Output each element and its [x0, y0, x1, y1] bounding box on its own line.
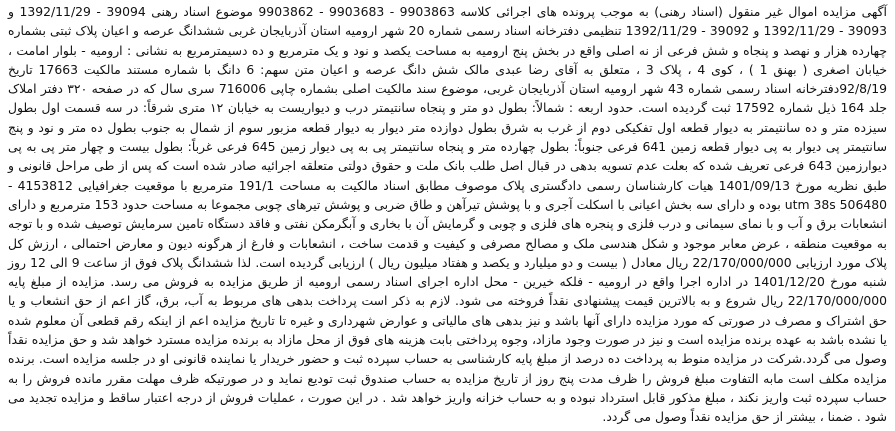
notice-body-text: آگهی مزایده اموال غیر منقول (اسناد رهنی) به موجب پرونده های اجرائی کلاسه 9903863 - 9903683 - 9903862 موضوع اسناد رهنی 39094 - 1392/11/29 و 39093 - 1392/11/29 و 39092 - 1392/11/29 تنظیمی دفترخانه اسناد رسمی شماره 20 شهر ارومیه استان آذربایجان غربی ششدانگ عرصه و اعیان پلاک ثبتی بشماره چهارده هزار و نهصد و پنجاه و شش فرعی از نه اصلی واقع در بخش پنج ارومیه به مساحت یکصد و نود و یک مترمربع و ده دسیمترمربع به نشانی : ارومیه - بلوار امامت ، خیابان اصغری ( بهنق 1 ) ، کوی 4 ، پلاک 3 ، متعلق به آقای رضا عبدی مالک شش دانگ عرصه و اعیان متن سهم: 6 دانگ با شماره مستند مالکیت 17663 تاریخ 92/8/19دفترخانه اسناد رسمی شماره 43 شهر ارومیه استان آذربایجان غربی، موضوع سند مالکیت اصلی بشماره چاپی 716006 سری سال که در صفحه ۳۲۰ دفتر املاک جلد 164 ذیل شماره 17592 ثبت گردیده است. حدود اربعه : شمالاً: بطول دو متر و پنجاه سانتیمتر درب و دیواریست به خیابان ۱۲ متری شرقاً: در سه قسمت اول بطول سیزده متر و ده سانتیمتر به دیوار قطعه اول تفکیکی دوم از غرب به شرق بطول دوازده متر دیوار به دیوار قطعه مزبور سوم از شمال به جنوب بطول ده متر و نود و پنج سانتیمتر پی دیوار به پی دیوار قطعه زمین 641 فرعی جنوباً: بطول چهارده متر و پنجاه سانتیمتر پی به پی دیوار زمین 645 فرعی غرباً: بطول بیست و چهار متر پی به پی دیوارزمین 643 فرعی تعریف شده که بعلت عدم تسویه بدهی در قبال اصل طلب بانک ملت و حقوق دولتی متعلقه اجرائیه صادر شده است که پس از طی مراحل قانونی و طبق نظریه مورخ 1401/09/13 هیات کارشناسان رسمی دادگستری پلاک موصوف مطابق اسناد مالکیت به مساحت 191/1 مترمربع با موقعیت جغرافیایی 4153812 - 506480 utm 38s بوده و دارای سه بخش اعیانی با اسکلت آجری و با پوشش تیرآهن و طاق ضربی و پوشش تیرهای چوبی مجموعا به مساحت حدود 153 مترمربع و دارای انشعابات برق و آب و با نمای سیمانی و درب فلزی و پنجره های فلزی و چوبی و گرمایش آن با بخاری و آبگرمکن نفتی و فاقد دستگاه تامین سرمایش توصیف شده و با توجه به موقعیت منطقه ، عرض معابر موجود و شکل هندسی ملک و مصالح مصرفی و کیفیت و قدمت ساخت ، انشعابات و فارغ از هرگونه دیون و معارض احتمالی ، ارزش کل پلاک مورد ارزیابی 22/170/000/000 ریال معادل ( بیست و دو میلیارد و یکصد و هفتاد میلیون ریال ) ارزیابی گردیده است. لذا ششدانگ پلاک فوق از ساعت 9 الی 12 روز شنبه مورخ 1401/12/20 در اداره اجرا واقع در ارومیه - فلکه خیرین - محل اداره اجرای اسناد رسمی ارومیه از طریق مزایده به فروش می رسد. مزایده از مبلغ پایه 22/170/000/000 ریال شروع و به بالاترین قیمت پیشنهادی نقداً فروخته می شود. لازم به ذکر است پرداخت بدهی های مربوط به آب، برق، گاز اعم از حق انشعاب و یا حق اشتراک و مصرف در صورتی که مورد مزایده دارای آنها باشد و نیز بدهی های مالیاتی و عوارض شهرداری و غیره تا تاریخ مزایده اعم از اینکه رقم قطعی آن معلوم شده یا نشده باشد به عهده برنده مزایده است و نیز در صورت وجود مازاد، وجوه پرداختی بابت هزینه های فوق از محل مازاد به برنده مزایده مسترد خواهد شد و حق مزایده نقداً وصول می گردد.شرکت در مزایده منوط به پرداخت ده درصد از مبلغ پایه کارشناسی به حساب سپرده ثبت و حضور خریدار یا نماینده قانونی او در جلسه مزایده است. برنده مزایده مکلف است مابه التفاوت مبلغ فروش را ظرف مدت پنج روز از تاریخ مزایده به حساب صندوق ثبت تودیع نماید و در صورتیکه ظرف مهلت مقرر مانده فروش را به حساب سپرده ثبت واریز نکند ، مبلغ مذکور قابل استرداد نبوده و به حساب خزانه واریز خواهد شد . در این صورت ، عملیات فروش از درجه اعتبار ساقط و مزایده تجدید می شود . ضمنا ، بیشتر از حق مزایده نقداً وصول می گردد. [8, 4, 888, 425]
